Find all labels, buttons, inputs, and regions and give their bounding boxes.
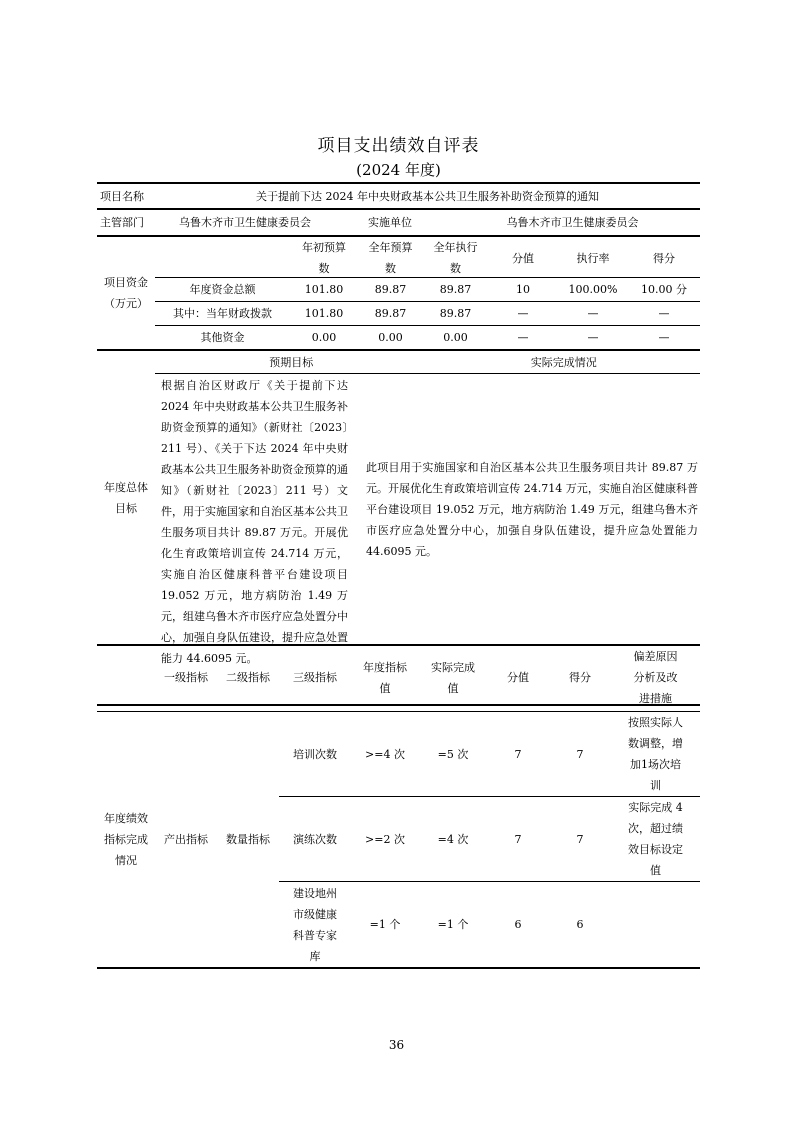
funding-row-fiscal-label: 其中：当年财政拨款 [173, 307, 272, 320]
indicators-header-level1: 一级指标 [164, 671, 208, 684]
indicator-points: 6 [514, 918, 522, 931]
indicators-header-score: 得分 [569, 671, 591, 684]
annual-goals-label: 年度总体目标 [104, 480, 148, 515]
funding-header-score: 得分 [653, 251, 675, 265]
indicator-points: 7 [514, 832, 522, 846]
funding-total-rate: 100.00% [568, 283, 618, 296]
indicator-points: 7 [514, 747, 522, 761]
indicators-header-empty [97, 646, 155, 709]
funding-table [155, 237, 700, 349]
indicator-actual: =1 个 [437, 918, 469, 931]
funding-fiscal-execution: 89.87 [439, 307, 472, 320]
funding-other-points: — [517, 331, 529, 344]
implementing-unit-label: 实施单位 [368, 216, 412, 229]
indicator-score: 7 [576, 747, 584, 761]
indicator-name: 培训次数 [293, 747, 337, 761]
funding-total-score: 10.00 分 [641, 283, 687, 296]
indicator-row-training [279, 712, 700, 797]
funding-fiscal-points: — [517, 307, 529, 320]
indicator-level1-value: 产出指标 [164, 833, 208, 846]
project-name-value: 关于提前下达 2024 年中央财政基本公共卫生服务补助资金预算的通知 [256, 189, 599, 203]
indicator-target: >=2 次 [365, 832, 405, 846]
funding-header-empty [155, 237, 290, 279]
funding-other-rate: — [587, 331, 599, 344]
actual-completion-text: 此项目用于实施国家和自治区基本公共卫生服务项目共计 89.87 万元。开展优化生育政策培训宣传 24.714 万元，实施自治区健康科普平台建设项目 19.052 万元，地方病防治 1.49 万元，组建乌鲁木齐市医疗应急处置分中心，加强自身队伍建设，提升应急处置能力 44.6095 元。 [366, 460, 698, 558]
indicator-target: >=4 次 [365, 747, 405, 761]
funding-header-annual-budget: 全年预算数 [368, 241, 413, 275]
indicators-group-label: 年度绩效指标完成情况 [104, 812, 148, 867]
indicators-header-level3: 三级指标 [293, 671, 337, 684]
indicator-actual: =4 次 [437, 832, 469, 846]
indicator-level2-value: 数量指标 [226, 833, 270, 846]
indicator-row-expert-pool [279, 882, 700, 967]
department-value: 乌鲁木齐市卫生健康委员会 [179, 216, 311, 229]
funding-fiscal-budget: 89.87 [374, 307, 407, 320]
indicators-header-deviation: 偏差原因分析及改进措施 [633, 650, 678, 705]
implementing-unit-value: 乌鲁木齐市卫生健康委员会 [506, 216, 639, 229]
funding-other-budget: 0.00 [378, 331, 403, 344]
self-evaluation-table [97, 133, 700, 969]
department-label: 主管部门 [100, 216, 144, 229]
funding-row-other-label: 其他资金 [200, 331, 245, 344]
annual-goals-section [97, 349, 700, 665]
expected-goal-header: 预期目标 [269, 356, 314, 369]
funding-row-fiscal [155, 302, 700, 326]
page-number: 36 [388, 1038, 405, 1052]
funding-fiscal-rate: — [587, 307, 599, 320]
funding-header-execution-rate: 执行率 [576, 251, 610, 265]
department-row [97, 208, 700, 235]
funding-total-initial: 101.80 [304, 283, 344, 296]
indicator-row-drill [279, 797, 700, 882]
funding-total-points: 10 [516, 283, 530, 296]
funding-other-initial: 0.00 [311, 331, 337, 344]
actual-completion-cell [360, 374, 700, 644]
indicators-body [97, 712, 700, 967]
project-name-row [97, 182, 700, 208]
funding-row-label: 项目资金（万元） [104, 276, 148, 310]
funding-header-initial-budget: 年初预算数 [302, 241, 346, 275]
indicator-name: 建设地州市级健康科普专家库 [293, 886, 337, 963]
funding-section [97, 235, 700, 349]
indicators-header-level2: 二级指标 [226, 671, 270, 684]
indicator-score: 7 [576, 832, 584, 846]
indicator-deviation: 实际完成 4 次，超过绩效目标设定值 [628, 801, 683, 877]
indicators-header-actual: 实际完成值 [431, 660, 475, 695]
funding-row-total-label: 年度资金总额 [189, 283, 256, 296]
goals-body [155, 374, 700, 665]
page-subtitle: (2024 年度) [356, 161, 441, 179]
funding-row-other [155, 326, 700, 349]
indicators-header-points: 分值 [507, 671, 529, 684]
indicator-rows [279, 712, 700, 967]
funding-header-row [155, 237, 700, 278]
funding-other-execution: 0.00 [443, 331, 468, 344]
indicator-deviation [611, 882, 700, 967]
indicator-name: 演练次数 [293, 832, 337, 846]
funding-other-score: — [658, 331, 670, 344]
indicator-target: =1 个 [369, 918, 401, 931]
indicator-deviation: 按照实际人数调整，增加1场次培训 [628, 716, 683, 792]
page-title: 项目支出绩效自评表 [317, 136, 480, 156]
funding-fiscal-initial: 101.80 [304, 307, 344, 320]
funding-header-annual-execution: 全年执行数 [433, 241, 478, 275]
funding-total-budget: 89.87 [374, 283, 407, 296]
actual-completion-header: 实际完成情况 [530, 356, 597, 369]
indicator-actual: =5 次 [437, 747, 469, 761]
indicators-header-target: 年度指标值 [363, 660, 407, 695]
expected-goal-text: 根据自治区财政厅《关于提前下达 2024 年中央财政基本公共卫生服务补助资金预算的通知》（新财社〔2023〕211 号）、《关于下达 2024 年中央财政基本公共卫生服务补助资金预算的通知》（新财社〔2023〕211 号）文件，用于实施国家和自治区基本公共卫生服务项目共计 89.87 万元。开展优化生育政策培训宣传 24.714 万元，实施自治区健康科普平台建设项目 19.052 万元，地方病防治 1.49 万元，组建乌鲁木齐市医疗应急处置分中心，加强自身队伍建设，提升应急处置能力 44.6095 元。 [161, 379, 348, 665]
funding-header-points: 分值 [512, 251, 534, 265]
annual-goals-table [155, 351, 700, 665]
expected-goal-cell [155, 374, 360, 665]
funding-total-execution: 89.87 [439, 283, 472, 296]
indicator-score: 6 [576, 918, 584, 931]
goals-header-row [155, 351, 700, 374]
table-bottom-rule [97, 967, 700, 969]
funding-fiscal-score: — [658, 307, 670, 320]
project-name-label: 项目名称 [100, 189, 144, 203]
funding-row-total [155, 278, 700, 302]
indicators-header-row [97, 644, 700, 704]
